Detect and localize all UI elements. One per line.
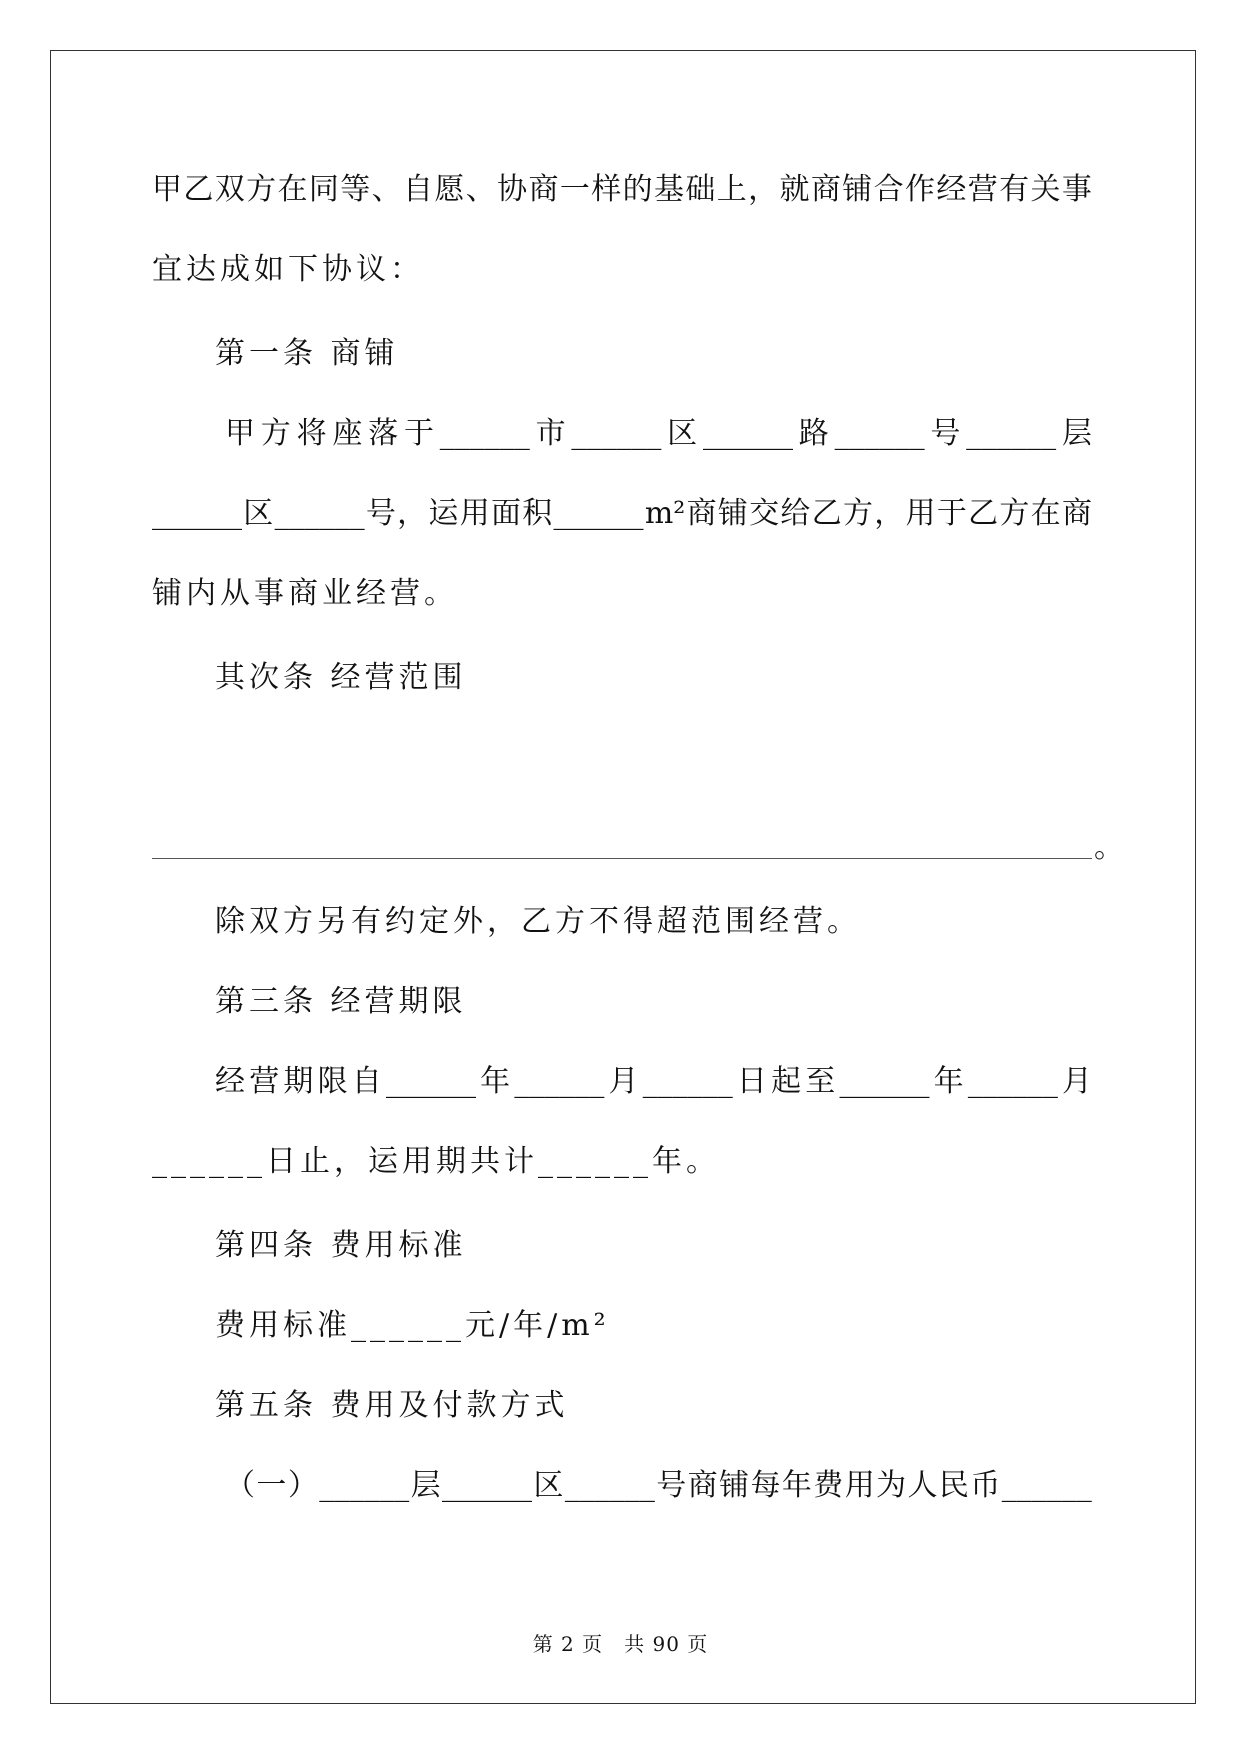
text-char: 商: [686, 496, 717, 531]
text-char: 方: [999, 496, 1030, 531]
text-char: 作: [905, 172, 935, 207]
text-char: 于: [936, 496, 967, 531]
text-char: 层: [1061, 416, 1092, 451]
text-char: 积: [522, 496, 553, 531]
text-char: 愿: [434, 172, 465, 207]
text-char: 础: [685, 172, 716, 207]
text-char: 铺: [842, 172, 873, 207]
article-4-line-1: 费用标准______元/年/m²: [215, 1308, 610, 1343]
text-char: ______: [553, 496, 644, 531]
text-char: ______: [564, 1468, 655, 1503]
text-char: 限: [317, 1064, 348, 1099]
text-char: 面: [490, 496, 521, 531]
text-char: 甲: [225, 416, 255, 451]
text-char: 方: [260, 416, 291, 451]
article-4-heading: 第四条 费用标准: [215, 1228, 467, 1263]
text-char: ______: [385, 1064, 476, 1099]
text-char: 双: [214, 172, 245, 207]
text-char: 年: [933, 1064, 964, 1099]
text-char: 、: [465, 172, 496, 207]
text-char: 市: [535, 416, 566, 451]
page-number-footer: 第 2 页 共 90 页: [532, 1632, 709, 1656]
text-char: 区: [667, 416, 698, 451]
text-char: ______: [834, 416, 925, 451]
text-char: 样: [591, 172, 622, 207]
text-char: 协: [497, 172, 528, 207]
text-char: 座: [332, 416, 363, 451]
text-char: 为: [876, 1468, 907, 1503]
text-char: ______: [967, 1064, 1058, 1099]
text-char: 路: [798, 416, 829, 451]
text-char: 用: [905, 496, 936, 531]
article-1-line-3: 铺内从事商业经营。: [152, 576, 458, 611]
text-char: 一: [256, 1468, 287, 1503]
article-5-item-1: [225, 1466, 1092, 1506]
text-char: ______: [839, 1064, 930, 1099]
text-char: （: [225, 1468, 255, 1503]
text-char: 乙: [968, 496, 999, 531]
text-char: 铺: [717, 496, 748, 531]
text-char: 给: [780, 496, 811, 531]
text-char: 起: [771, 1064, 802, 1099]
text-char: 事: [1061, 172, 1092, 207]
text-char: 铺: [719, 1468, 750, 1503]
text-char: 日: [736, 1064, 767, 1099]
text-char: ______: [439, 416, 530, 451]
text-char: 区: [533, 1468, 564, 1503]
paragraph-intro-line-2: 宜达成如下协议：: [152, 252, 424, 287]
article-2-heading: 其次条 经营范围: [215, 660, 467, 695]
text-char: 自: [351, 1064, 382, 1099]
text-char: 商: [1061, 496, 1092, 531]
text-char: 每: [750, 1468, 781, 1503]
text-char: 合: [873, 172, 904, 207]
text-char: 经: [215, 1064, 245, 1099]
text-char: 人: [907, 1468, 938, 1503]
article-5-heading: 第五条 费用及付款方式: [215, 1388, 569, 1423]
text-char: 民: [938, 1468, 969, 1503]
text-char: ______: [966, 416, 1057, 451]
text-char: 月: [608, 1064, 639, 1099]
business-scope-blank-line: [152, 858, 1092, 859]
article-3-line-1: [215, 1062, 1092, 1102]
text-char: ，: [748, 172, 779, 207]
scope-restriction: 除双方另有约定外，乙方不得超范围经营。: [215, 904, 861, 939]
text-char: 等: [340, 172, 371, 207]
text-char: 区: [243, 496, 274, 531]
text-char: 甲: [152, 172, 182, 207]
text-char: 一: [559, 172, 590, 207]
text-char: 就: [779, 172, 810, 207]
text-char: 号: [365, 496, 396, 531]
text-char: ______: [514, 1064, 605, 1099]
article-1-heading: 第一条 商铺: [215, 336, 399, 371]
text-char: 年: [781, 1468, 812, 1503]
text-char: ______: [571, 416, 662, 451]
text-char: ______: [319, 1468, 410, 1503]
text-char: ______: [702, 416, 793, 451]
text-char: 用: [459, 496, 490, 531]
text-char: ______: [274, 496, 365, 531]
text-char: 运: [428, 496, 459, 531]
text-char: 自: [403, 172, 433, 207]
text-char: 于: [403, 416, 434, 451]
article-1-line-2: [152, 494, 1092, 534]
text-char: m²: [644, 496, 686, 531]
text-char: 同: [308, 172, 339, 207]
article-3-heading: 第三条 经营期限: [215, 984, 467, 1019]
text-char: 乙: [811, 496, 842, 531]
text-char: 号: [930, 416, 961, 451]
text-char: 上: [716, 172, 747, 207]
text-char: ，: [397, 496, 428, 531]
text-char: ，: [874, 496, 905, 531]
business-scope-period: 。: [1094, 830, 1124, 865]
text-char: 商: [687, 1468, 718, 1503]
text-char: ）: [287, 1468, 318, 1503]
text-char: 营: [967, 172, 998, 207]
text-char: 基: [654, 172, 684, 207]
text-char: 月: [1062, 1064, 1092, 1099]
text-char: 商: [810, 172, 841, 207]
text-char: 有: [999, 172, 1030, 207]
text-char: ______: [642, 1064, 733, 1099]
text-char: 费: [813, 1468, 844, 1503]
text-char: 方: [842, 496, 873, 531]
page-frame: [50, 50, 1196, 1704]
article-1-line-1: [225, 414, 1092, 454]
text-char: ______: [1001, 1468, 1092, 1503]
text-char: 落: [368, 416, 399, 451]
text-char: 至: [805, 1064, 836, 1099]
text-char: 、: [371, 172, 402, 207]
text-char: 在: [1030, 496, 1061, 531]
text-char: 层: [410, 1468, 441, 1503]
text-char: 年: [480, 1064, 511, 1099]
text-char: 乙: [183, 172, 214, 207]
text-char: 币: [970, 1468, 1001, 1503]
paragraph-intro-line-1: [152, 170, 1092, 210]
text-char: ______: [152, 496, 242, 531]
text-char: 用: [844, 1468, 875, 1503]
text-char: 经: [936, 172, 967, 207]
text-char: 关: [1030, 172, 1061, 207]
text-char: 的: [622, 172, 653, 207]
text-char: 期: [283, 1064, 314, 1099]
text-char: 方: [246, 172, 277, 207]
text-char: 在: [277, 172, 308, 207]
text-char: 将: [296, 416, 327, 451]
text-char: 商: [528, 172, 559, 207]
article-3-line-2: ______日止，运用期共计______年。: [152, 1144, 720, 1179]
text-char: 营: [249, 1064, 280, 1099]
text-char: 号: [656, 1468, 687, 1503]
text-char: 交: [749, 496, 780, 531]
text-char: ______: [442, 1468, 533, 1503]
